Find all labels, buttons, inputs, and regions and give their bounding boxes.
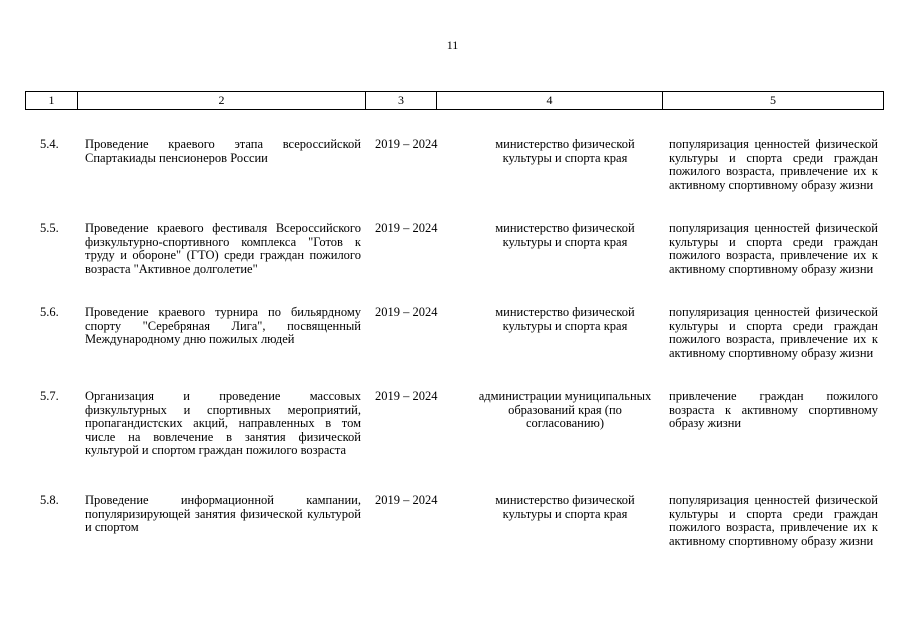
event-name: Проведение информационной кампании, популяризирующей занятия физической культурой и спортом bbox=[85, 493, 361, 535]
event-result: популяризация ценностей физической культуры и спорта среди граждан пожилого возраста, привлечение их к активному спортивному образу жизни bbox=[669, 221, 878, 276]
row-number: 5.6. bbox=[40, 305, 59, 319]
event-result: привлечение граждан пожилого возраста к активному спортивному образу жизни bbox=[669, 389, 878, 431]
event-years: 2019 – 2024 bbox=[375, 389, 438, 403]
event-executor: министерство физической культуры и спорта края bbox=[495, 221, 635, 249]
event-executor: администрации муниципальных образований края (по согласованию) bbox=[478, 389, 652, 431]
event-result: популяризация ценностей физической культуры и спорта среди граждан пожилого возраста, привлечение их к активному спортивному образу жизни bbox=[669, 137, 878, 192]
row-number: 5.8. bbox=[40, 493, 59, 507]
event-executor: министерство физической культуры и спорта края bbox=[495, 137, 635, 165]
row-number: 5.4. bbox=[40, 137, 59, 151]
column-header-5: 5 bbox=[663, 92, 884, 110]
event-name: Проведение краевого турнира по бильярдному спорту "Серебряная Лига", посвященный Международному дню пожилых людей bbox=[85, 305, 361, 347]
event-name: Организация и проведение массовых физкультурных и спортивных мероприятий, пропагандистских акций, направленных в том числе на вовлечение в занятия физической культурой и спортом граждан пожилого возраста bbox=[85, 389, 361, 458]
column-header-4: 4 bbox=[437, 92, 663, 110]
event-executor: министерство физической культуры и спорта края bbox=[495, 305, 635, 333]
event-years: 2019 – 2024 bbox=[375, 137, 438, 151]
row-number: 5.7. bbox=[40, 389, 59, 403]
event-years: 2019 – 2024 bbox=[375, 493, 438, 507]
event-years: 2019 – 2024 bbox=[375, 305, 438, 319]
page-number: 11 bbox=[446, 38, 459, 52]
column-header-row bbox=[26, 92, 884, 110]
row-number: 5.5. bbox=[40, 221, 59, 235]
column-header-1: 1 bbox=[26, 92, 78, 110]
column-header-table bbox=[25, 91, 884, 110]
event-years: 2019 – 2024 bbox=[375, 221, 438, 235]
column-header-3: 3 bbox=[366, 92, 437, 110]
event-name: Проведение краевого фестиваля Всероссийского физкультурно-спортивного комплекса "Готов к труду и обороне" (ГТО) среди граждан пожилого возраста "Активное долголетие" bbox=[85, 221, 361, 276]
event-result: популяризация ценностей физической культуры и спорта среди граждан пожилого возраста, привлечение их к активному спортивному образу жизни bbox=[669, 305, 878, 360]
event-executor: министерство физической культуры и спорта края bbox=[495, 493, 635, 521]
event-result: популяризация ценностей физической культуры и спорта среди граждан пожилого возраста, привлечение их к активному спортивному образу жизни bbox=[669, 493, 878, 548]
event-name: Проведение краевого этапа всероссийской Спартакиады пенсионеров России bbox=[85, 137, 361, 165]
column-header-2: 2 bbox=[78, 92, 366, 110]
